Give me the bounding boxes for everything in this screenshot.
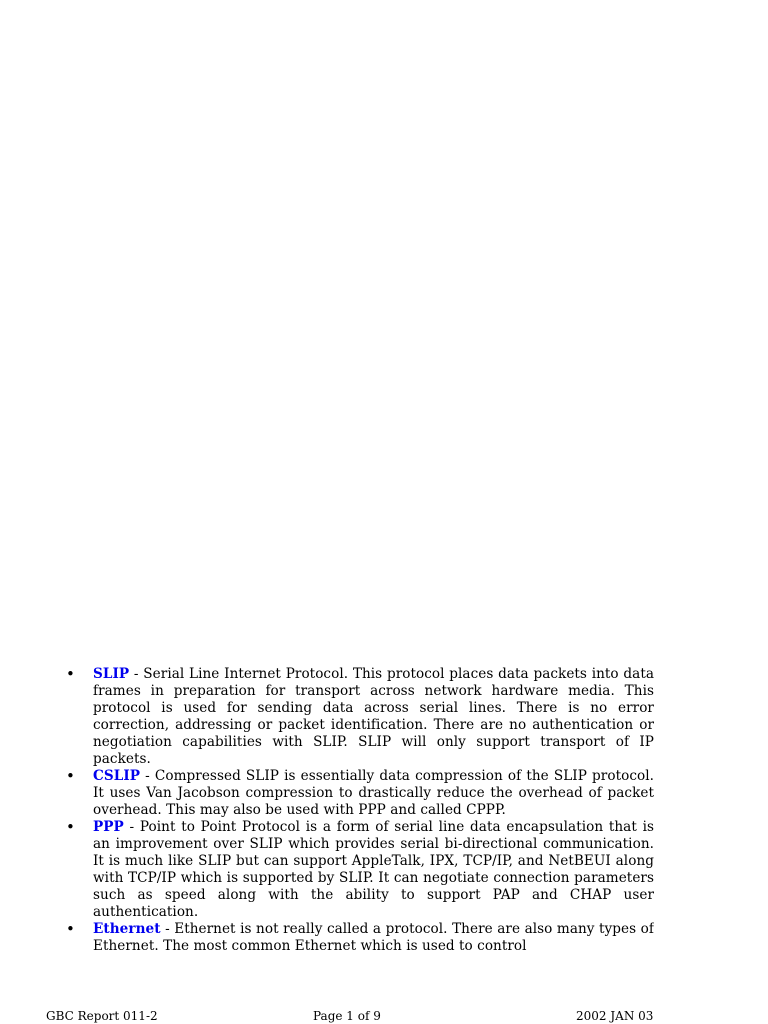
bullet-dot-icon: • [66,665,75,683]
list-item-cslip [66,768,654,819]
description-ethernet: - Ethernet is not really called a protocol. There are also many types of Ethernet. The most common Ethernet which is used to control [93,921,654,954]
page-number: Page 1 of 9 [313,1009,381,1023]
list-item-text [93,819,654,921]
term-ppp: PPP [93,819,124,835]
term-cslip: CSLIP [93,768,141,784]
list-item-text [93,768,654,819]
list-item-text [93,666,654,768]
bullet-dot-icon: • [66,818,75,836]
term-ethernet: Ethernet [93,921,161,937]
description-cslip: - Compressed SLIP is essentially data compression of the SLIP protocol. It uses Van Jacobson compression to drastically reduce the overhead of packet overhead. This may also be used with PPP and called CPPP. [93,768,654,818]
list-item-ethernet [66,921,654,955]
report-number: GBC Report 011-2 [46,1009,158,1023]
bullet-dot-icon: • [66,920,75,938]
list-item-slip [66,666,654,768]
report-date: 2002 JAN 03 [576,1009,654,1023]
list-item-text [93,921,654,955]
description-ppp: - Point to Point Protocol is a form of serial line data encapsulation that is an improvement over SLIP which provides serial bi-directional communication. It is much like SLIP but can support AppleTalk, IPX, TCP/IP, and NetBEUI along with TCP/IP which is supported by SLIP. It can negotiate connection parameters such as speed along with the ability to support PAP and CHAP user authentication. [93,819,654,920]
protocol-bullet-list [66,666,654,955]
page-footer [0,1008,768,1024]
list-item-ppp [66,819,654,921]
bullet-dot-icon: • [66,767,75,785]
description-slip: - Serial Line Internet Protocol. This protocol places data packets into data frames in preparation for transport across network hardware media. This protocol is used for sending data across serial lines. There is no error correction, addressing or packet identification. There are no authentication or negotiation capabilities with SLIP. SLIP will only support transport of IP packets. [93,666,654,767]
term-slip: SLIP [93,666,130,682]
